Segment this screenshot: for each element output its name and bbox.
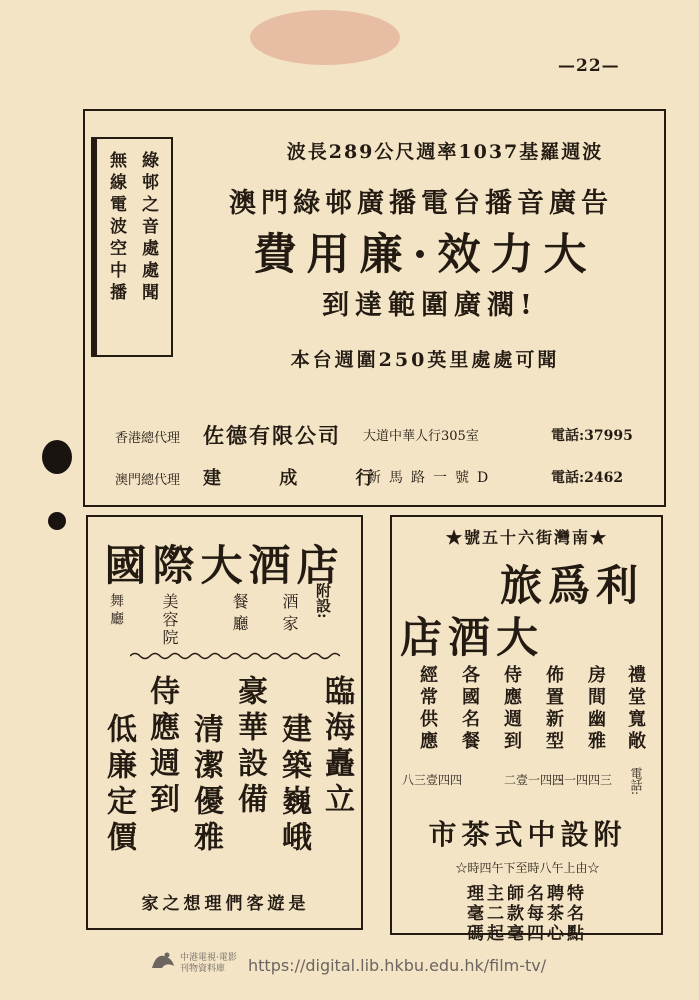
coverage-line: 本台週圍250英里處處可聞 xyxy=(290,349,560,371)
hotel-title: 國際大酒店 xyxy=(104,541,345,590)
lw-feature-6: 經常供應 xyxy=(417,665,438,753)
facility-wine-house: 酒家 xyxy=(280,593,299,637)
lw-feature-4: 侍應週到 xyxy=(501,665,522,753)
sidebar-slogan-1: 綠邨之音處處聞 xyxy=(138,151,158,305)
facility-restaurant: 餐廳 xyxy=(230,593,249,637)
ad-headline: 費用廉·效力大 xyxy=(253,230,597,280)
ink-blot-small xyxy=(48,512,66,530)
hotel-address: ★南灣街六十五號★ xyxy=(445,528,608,547)
tea-title: 附設中式茶市 xyxy=(428,818,627,851)
lw-feature-5: 各國名餐 xyxy=(459,665,480,753)
phone-2: 二壹一四四 xyxy=(504,773,565,787)
ad-subtitle: 澳門綠邨廣播電台播音廣告 xyxy=(229,188,613,219)
sidebar-slogan-2: 無線電波空中播 xyxy=(106,151,126,305)
macau-agent-label: 澳門總代理 xyxy=(115,473,181,488)
lw-feature-2: 房間幽雅 xyxy=(585,665,606,753)
tea-desc-1: 特聘名師主理 xyxy=(467,884,587,904)
ad-tagline: 到達範圍廣濶! xyxy=(322,290,538,321)
ink-stain xyxy=(250,10,400,65)
hotel-footer: 是遊客們理想之家 xyxy=(141,894,310,914)
hk-agent-label: 香港總代理 xyxy=(115,431,181,446)
hk-agent-name: 佐德有限公司 xyxy=(203,423,341,448)
hk-agent-phone: 電話:37995 xyxy=(551,428,633,444)
feature-3: 豪華設備 xyxy=(232,675,267,819)
feature-1: 臨海矗立 xyxy=(319,675,354,819)
facility-dance-hall: 舞廳 xyxy=(108,593,124,629)
hotel-international-ad xyxy=(86,515,363,930)
frequency-line: 波長289公尺週率1037基羅週波 xyxy=(286,141,604,163)
phone-label: 電話: xyxy=(629,767,643,796)
hk-agent-address: 大道中華人行305室 xyxy=(363,429,479,444)
macau-agent-phone: 電話:2462 xyxy=(551,470,624,486)
source-url[interactable]: https://digital.lib.hkbu.edu.hk/film-tv/ xyxy=(248,956,547,975)
feature-5: 侍應週到 xyxy=(144,675,179,819)
feature-2: 建築巍峨 xyxy=(276,713,311,857)
lw-feature-3: 佈置新型 xyxy=(543,665,564,753)
hotel-lei-wai-ad xyxy=(390,515,663,944)
macau-agent-name: 建 成 行 xyxy=(203,468,400,489)
library-logo-icon xyxy=(150,950,176,972)
hotel-name-line1: 利爲旅 xyxy=(500,561,645,610)
tea-hours: ☆由上午八時至下午四時☆ xyxy=(455,861,600,875)
hotel-name-line2: 大酒店 xyxy=(400,613,545,662)
radio-station-ad xyxy=(83,109,666,507)
feature-6: 低廉定價 xyxy=(101,713,136,857)
sidebar-slogan-box xyxy=(91,137,173,357)
attached-label: 附設: xyxy=(314,583,332,619)
ink-blot-large xyxy=(42,440,72,474)
macau-agent-address: 新馬路一號D xyxy=(367,470,497,486)
page-number: —22— xyxy=(558,56,620,76)
phone-3: 八三壹四四 xyxy=(402,773,463,787)
facility-beauty-salon: 美容院 xyxy=(160,593,179,647)
library-name: 中港電視·電影刊物資料庫 xyxy=(180,953,237,974)
lw-feature-1: 禮堂寬敞 xyxy=(625,665,646,753)
phone-1: 三一四四三 xyxy=(552,773,613,787)
tea-desc-2: 名茶每款二毫 xyxy=(467,904,587,924)
feature-4: 清潔優雅 xyxy=(188,713,223,857)
wavy-divider xyxy=(130,651,340,661)
tea-desc-3: 點心四毫起碼 xyxy=(467,924,587,944)
